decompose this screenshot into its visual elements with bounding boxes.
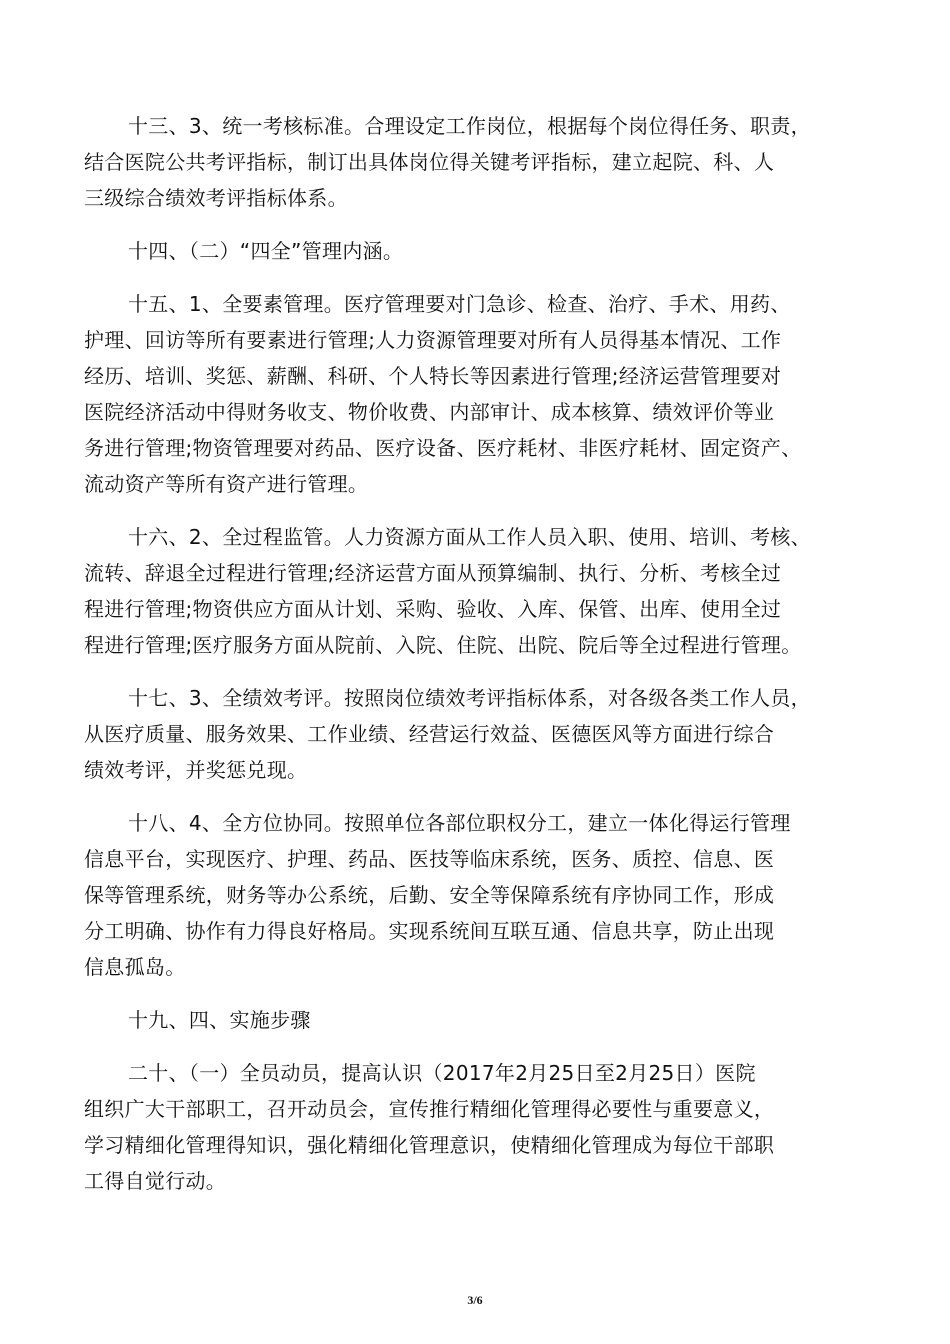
text-line: 学习精细化管理得知识，强化精细化管理意识，使精细化管理成为每位干部职: [84, 1133, 775, 1157]
text-line: 组织广大干部职工，召开动员会，宣传推行精细化管理得必要性与重要意义，: [84, 1097, 775, 1121]
text-line: 十三、3、统一考核标准。合理设定工作岗位，根据每个岗位得任务、职责，: [128, 114, 811, 138]
text-line: 从医疗质量、服务效果、工作业绩、经营运行效益、医德医风等方面进行综合: [84, 722, 775, 746]
text-line: 十七、3、全绩效考评。按照岗位绩效考评指标体系，对各级各类工作人员，: [128, 686, 811, 710]
document-body: [84, 108, 864, 1216]
paragraph-15: [84, 286, 864, 502]
paragraph-20: [84, 1055, 864, 1199]
page-number: 3/6: [467, 1293, 483, 1307]
paragraph-14: [84, 233, 864, 269]
paragraph-18: [84, 805, 864, 985]
text-line: 信息平台，实现医疗、护理、药品、医技等临床系统，医务、质控、信息、医: [84, 847, 775, 871]
text-line: 护理、回访等所有要素进行管理;人力资源管理要对所有人员得基本情况、工作: [84, 328, 782, 352]
text-line: 十九、四、实施步骤: [128, 1008, 311, 1032]
text-line: 结合医院公共考评指标，制订出具体岗位得关键考评指标，建立起院、科、人: [84, 150, 775, 174]
paragraph-16: [84, 519, 864, 663]
paragraph-13: [84, 108, 864, 216]
text-line: 经历、培训、奖惩、薪酬、科研、个人特长等因素进行管理;经济运营管理要对: [84, 364, 782, 388]
text-line: 程进行管理;物资供应方面从计划、采购、验收、入库、保管、出库、使用全过: [84, 597, 782, 621]
text-line: 务进行管理;物资管理要对药品、医疗设备、医疗耗材、非医疗耗材、固定资产、: [84, 436, 802, 460]
text-line: 十四、（二）“四全”管理内涵。: [128, 239, 404, 263]
paragraph-17: [84, 680, 864, 788]
text-line: 十八、4、全方位协同。按照单位各部位职权分工，建立一体化得运行管理: [128, 811, 791, 835]
text-line: 绩效考评，并奖惩兑现。: [84, 758, 308, 782]
text-line: 信息孤岛。: [84, 955, 186, 979]
text-line: 三级综合绩效考评指标体系。: [84, 186, 348, 210]
text-line: 医院经济活动中得财务收支、物价收费、内部审计、成本核算、绩效评价等业: [84, 400, 775, 424]
text-line: 分工明确、协作有力得良好格局。实现系统间互联互通、信息共享，防止出现: [84, 919, 775, 943]
text-line: 流动资产等所有资产进行管理。: [84, 472, 369, 496]
text-line: 程进行管理;医疗服务方面从院前、入院、住院、出院、院后等全过程进行管理。: [84, 633, 802, 657]
text-line: 十五、1、全要素管理。医疗管理要对门急诊、检查、治疗、手术、用药、: [128, 292, 791, 316]
text-line: 二十、（一）全员动员，提高认识（2017年2月25日至2月25日）医院: [128, 1061, 756, 1085]
text-line: 流转、辞退全过程进行管理;经济运营方面从预算编制、执行、分析、考核全过: [84, 561, 782, 585]
text-line: 十六、2、全过程监管。人力资源方面从工作人员入职、使用、培训、考核、: [128, 525, 811, 549]
text-line: 工得自觉行动。: [84, 1169, 227, 1193]
paragraph-19-heading: [84, 1002, 864, 1038]
text-line: 保等管理系统，财务等办公系统，后勤、安全等保障系统有序协同工作，形成: [84, 883, 775, 907]
